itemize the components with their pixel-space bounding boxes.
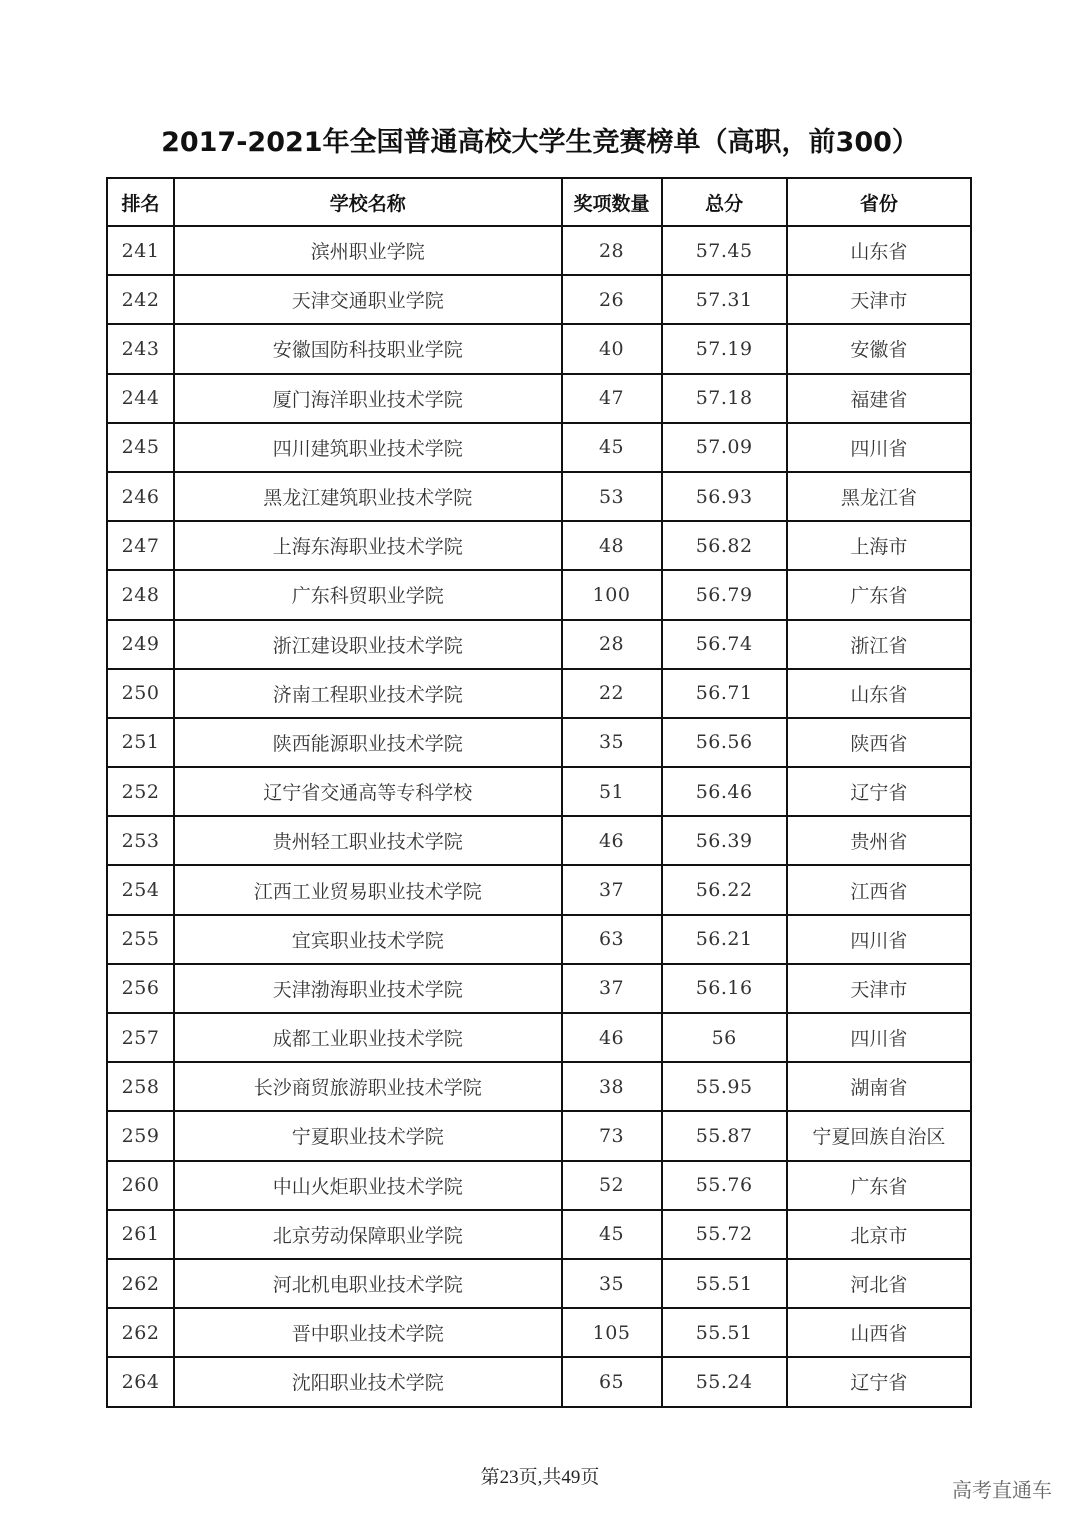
table-row	[107, 1259, 971, 1308]
cell-school: 北京劳动保障职业学院	[174, 1210, 561, 1259]
cell-rank: 250	[107, 669, 174, 718]
cell-province: 辽宁省	[787, 767, 971, 816]
cell-school: 上海东海职业技术学院	[174, 521, 561, 570]
cell-school: 陕西能源职业技术学院	[174, 718, 561, 767]
cell-score: 56.39	[662, 816, 787, 865]
cell-province: 山西省	[787, 1308, 971, 1357]
cell-score: 57.31	[662, 275, 787, 324]
cell-province: 辽宁省	[787, 1357, 971, 1406]
cell-score: 57.45	[662, 226, 787, 275]
cell-province: 江西省	[787, 865, 971, 914]
cell-score: 56.22	[662, 865, 787, 914]
cell-score: 57.09	[662, 423, 787, 472]
cell-province: 山东省	[787, 669, 971, 718]
cell-rank: 261	[107, 1210, 174, 1259]
cell-school: 成都工业职业技术学院	[174, 1013, 561, 1062]
cell-province: 四川省	[787, 1013, 971, 1062]
table-row	[107, 275, 971, 324]
cell-school: 晋中职业技术学院	[174, 1308, 561, 1357]
cell-score: 56.93	[662, 472, 787, 521]
cell-rank: 254	[107, 865, 174, 914]
cell-score: 55.51	[662, 1259, 787, 1308]
cell-rank: 262	[107, 1308, 174, 1357]
cell-school: 安徽国防科技职业学院	[174, 324, 561, 373]
cell-score: 56.56	[662, 718, 787, 767]
cell-rank: 260	[107, 1161, 174, 1210]
table-row	[107, 620, 971, 669]
cell-province: 天津市	[787, 275, 971, 324]
header-province: 省份	[787, 178, 971, 226]
cell-rank: 258	[107, 1062, 174, 1111]
cell-awards: 46	[562, 1013, 662, 1062]
cell-school: 滨州职业学院	[174, 226, 561, 275]
header-school: 学校名称	[174, 178, 561, 226]
table-row	[107, 767, 971, 816]
cell-province: 福建省	[787, 374, 971, 423]
page-number: 第23页,共49页	[480, 1467, 600, 1488]
header-rank: 排名	[107, 178, 174, 226]
cell-rank: 262	[107, 1259, 174, 1308]
table-row	[107, 1308, 971, 1357]
cell-awards: 52	[562, 1161, 662, 1210]
cell-rank: 246	[107, 472, 174, 521]
cell-rank: 243	[107, 324, 174, 373]
ranking-table	[106, 177, 972, 1408]
cell-province: 广东省	[787, 570, 971, 619]
cell-score: 56.79	[662, 570, 787, 619]
cell-awards: 37	[562, 964, 662, 1013]
cell-province: 北京市	[787, 1210, 971, 1259]
cell-awards: 65	[562, 1357, 662, 1406]
table-row	[107, 570, 971, 619]
cell-awards: 46	[562, 816, 662, 865]
cell-school: 河北机电职业技术学院	[174, 1259, 561, 1308]
cell-province: 河北省	[787, 1259, 971, 1308]
table-row	[107, 1357, 971, 1406]
table-header-row	[107, 178, 971, 226]
table-row	[107, 226, 971, 275]
cell-awards: 28	[562, 620, 662, 669]
cell-school: 天津渤海职业技术学院	[174, 964, 561, 1013]
table-row	[107, 1161, 971, 1210]
header-awards: 奖项数量	[562, 178, 662, 226]
cell-score: 55.72	[662, 1210, 787, 1259]
cell-rank: 264	[107, 1357, 174, 1406]
cell-province: 湖南省	[787, 1062, 971, 1111]
cell-school: 贵州轻工职业技术学院	[174, 816, 561, 865]
cell-awards: 38	[562, 1062, 662, 1111]
cell-awards: 22	[562, 669, 662, 718]
cell-province: 山东省	[787, 226, 971, 275]
cell-score: 56.16	[662, 964, 787, 1013]
cell-province: 四川省	[787, 423, 971, 472]
cell-school: 天津交通职业学院	[174, 275, 561, 324]
cell-school: 黑龙江建筑职业技术学院	[174, 472, 561, 521]
cell-rank: 257	[107, 1013, 174, 1062]
table-row	[107, 324, 971, 373]
cell-score: 57.19	[662, 324, 787, 373]
cell-province: 四川省	[787, 915, 971, 964]
table-row	[107, 1062, 971, 1111]
table-row	[107, 472, 971, 521]
table-row	[107, 669, 971, 718]
cell-score: 56.71	[662, 669, 787, 718]
cell-awards: 45	[562, 423, 662, 472]
cell-score: 56	[662, 1013, 787, 1062]
table-row	[107, 915, 971, 964]
cell-awards: 35	[562, 1259, 662, 1308]
table-row	[107, 374, 971, 423]
cell-awards: 45	[562, 1210, 662, 1259]
cell-school: 四川建筑职业技术学院	[174, 423, 561, 472]
cell-school: 宜宾职业技术学院	[174, 915, 561, 964]
cell-school: 广东科贸职业学院	[174, 570, 561, 619]
cell-score: 56.74	[662, 620, 787, 669]
cell-province: 上海市	[787, 521, 971, 570]
table-row	[107, 1210, 971, 1259]
cell-score: 55.51	[662, 1308, 787, 1357]
header-score: 总分	[662, 178, 787, 226]
cell-score: 56.21	[662, 915, 787, 964]
cell-school: 中山火炬职业技术学院	[174, 1161, 561, 1210]
cell-school: 济南工程职业技术学院	[174, 669, 561, 718]
cell-rank: 244	[107, 374, 174, 423]
cell-score: 57.18	[662, 374, 787, 423]
cell-rank: 242	[107, 275, 174, 324]
cell-awards: 40	[562, 324, 662, 373]
cell-awards: 105	[562, 1308, 662, 1357]
cell-school: 沈阳职业技术学院	[174, 1357, 561, 1406]
cell-awards: 35	[562, 718, 662, 767]
cell-province: 天津市	[787, 964, 971, 1013]
table-row	[107, 1111, 971, 1160]
cell-awards: 37	[562, 865, 662, 914]
cell-score: 55.76	[662, 1161, 787, 1210]
cell-score: 56.46	[662, 767, 787, 816]
cell-score: 55.87	[662, 1111, 787, 1160]
cell-rank: 249	[107, 620, 174, 669]
cell-score: 55.95	[662, 1062, 787, 1111]
cell-rank: 252	[107, 767, 174, 816]
cell-school: 浙江建设职业技术学院	[174, 620, 561, 669]
cell-score: 56.82	[662, 521, 787, 570]
page-title: 2017-2021年全国普通高校大学生竞赛榜单（高职，前300）	[161, 127, 919, 158]
cell-province: 广东省	[787, 1161, 971, 1210]
cell-province: 陕西省	[787, 718, 971, 767]
cell-awards: 73	[562, 1111, 662, 1160]
cell-school: 厦门海洋职业技术学院	[174, 374, 561, 423]
cell-awards: 53	[562, 472, 662, 521]
cell-awards: 63	[562, 915, 662, 964]
table-row	[107, 816, 971, 865]
cell-province: 黑龙江省	[787, 472, 971, 521]
cell-rank: 241	[107, 226, 174, 275]
cell-rank: 245	[107, 423, 174, 472]
cell-rank: 259	[107, 1111, 174, 1160]
table-row	[107, 521, 971, 570]
cell-rank: 251	[107, 718, 174, 767]
cell-awards: 48	[562, 521, 662, 570]
cell-school: 辽宁省交通高等专科学校	[174, 767, 561, 816]
cell-school: 江西工业贸易职业技术学院	[174, 865, 561, 914]
table-row	[107, 423, 971, 472]
cell-awards: 100	[562, 570, 662, 619]
cell-province: 浙江省	[787, 620, 971, 669]
cell-awards: 51	[562, 767, 662, 816]
table-row	[107, 865, 971, 914]
table-body	[107, 226, 971, 1407]
cell-awards: 47	[562, 374, 662, 423]
cell-score: 55.24	[662, 1357, 787, 1406]
cell-rank: 255	[107, 915, 174, 964]
cell-school: 宁夏职业技术学院	[174, 1111, 561, 1160]
table-row	[107, 718, 971, 767]
cell-rank: 247	[107, 521, 174, 570]
cell-province: 安徽省	[787, 324, 971, 373]
cell-awards: 26	[562, 275, 662, 324]
cell-rank: 256	[107, 964, 174, 1013]
cell-awards: 28	[562, 226, 662, 275]
cell-province: 贵州省	[787, 816, 971, 865]
cell-school: 长沙商贸旅游职业技术学院	[174, 1062, 561, 1111]
table-row	[107, 964, 971, 1013]
cell-province: 宁夏回族自治区	[787, 1111, 971, 1160]
table-row	[107, 1013, 971, 1062]
watermark: 高考直通车	[952, 1478, 1052, 1502]
cell-rank: 253	[107, 816, 174, 865]
cell-rank: 248	[107, 570, 174, 619]
